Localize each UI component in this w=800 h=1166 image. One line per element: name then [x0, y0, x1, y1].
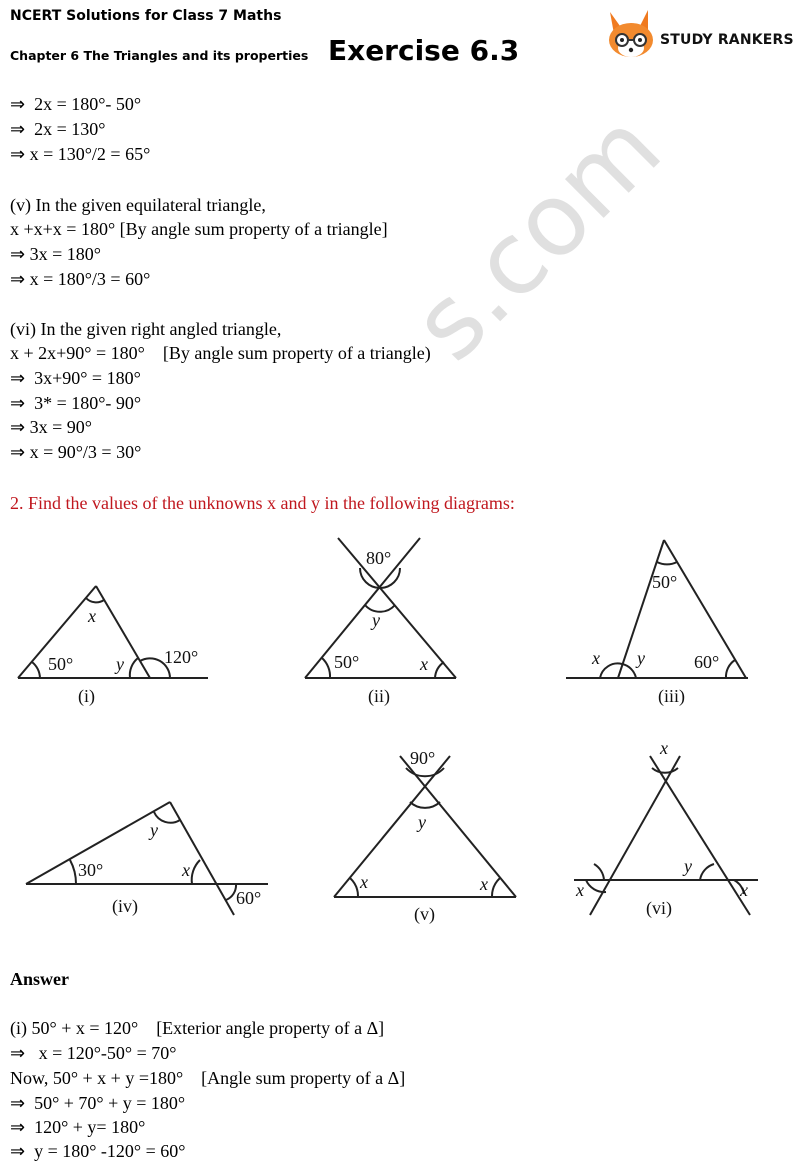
label-x: x — [360, 872, 368, 892]
answer-line: Now, 50° + x + y =180° [Angle sum property of a Δ] — [10, 1068, 406, 1088]
label-y: y — [150, 820, 158, 840]
solution-line: ⇒ 2x = 180°- 50° — [10, 94, 142, 114]
exercise-title: Exercise 6.3 — [328, 34, 520, 67]
angle-label: 60° — [694, 652, 720, 672]
solution-line: ⇒ x = 130°/2 = 65° — [10, 144, 151, 164]
diagram-vi — [574, 756, 758, 915]
triangle-diagrams — [0, 530, 800, 930]
caption: (i) — [78, 686, 95, 706]
answer-line: (i) 50° + x = 120° [Exterior angle property of a Δ] — [10, 1018, 385, 1038]
caption: (v) — [414, 904, 435, 924]
question-text: 2. Find the values of the unknowns x and y in the following diagrams: — [10, 493, 515, 513]
label-y: y — [637, 648, 645, 668]
angle-label: 80° — [366, 548, 392, 568]
label-y: y — [418, 812, 426, 832]
solution-line: ⇒ 3x+90° = 180° — [10, 368, 141, 388]
solution-line: (vi) In the given right angled triangle, — [10, 319, 282, 339]
angle-label: 50° — [334, 652, 360, 672]
angle-label: 90° — [410, 748, 436, 768]
label-x: x — [480, 874, 488, 894]
label-x: x — [420, 654, 428, 674]
label-y: y — [684, 856, 692, 876]
header-chapter: Chapter 6 The Triangles and its properties — [10, 48, 309, 63]
solution-line: ⇒ 3* = 180°- 90° — [10, 393, 142, 413]
answer-heading: Answer — [10, 969, 69, 989]
brand-name: STUDY RANKERS — [660, 32, 794, 48]
solution-line: ⇒ x = 90°/3 = 30° — [10, 442, 142, 462]
answer-line: ⇒ 50° + 70° + y = 180° — [10, 1093, 186, 1113]
angle-label: 50° — [48, 654, 74, 674]
angle-label: 30° — [78, 860, 104, 880]
solution-line: ⇒ x = 180°/3 = 60° — [10, 269, 151, 289]
angle-label: 120° — [164, 647, 199, 667]
caption: (ii) — [368, 686, 390, 706]
label-x: x — [182, 860, 190, 880]
solution-line: ⇒ 3x = 90° — [10, 417, 92, 437]
answer-line: ⇒ y = 180° -120° = 60° — [10, 1141, 186, 1161]
label-y: y — [372, 610, 380, 630]
solution-line: x +x+x = 180° [By angle sum property of a triangle] — [10, 219, 388, 239]
caption: (iv) — [112, 896, 138, 916]
solution-line: ⇒ 3x = 180° — [10, 244, 101, 264]
angle-label: 60° — [236, 888, 262, 908]
solution-line: ⇒ 2x = 130° — [10, 119, 106, 139]
label-x: x — [592, 648, 600, 668]
label-x: x — [740, 880, 748, 900]
label-y: y — [116, 654, 124, 674]
answer-line: ⇒ 120° + y= 180° — [10, 1117, 146, 1137]
diagram-iv — [26, 802, 268, 915]
solution-line: (v) In the given equilateral triangle, — [10, 195, 266, 215]
caption: (vi) — [646, 898, 672, 918]
solution-line: x + 2x+90° = 180° [By angle sum property of a triangle) — [10, 343, 431, 363]
watermark: s.com — [390, 89, 684, 383]
brand-logo — [602, 4, 800, 62]
label-x: x — [660, 738, 668, 758]
angle-label: 50° — [652, 572, 678, 592]
label-x: x — [576, 880, 584, 900]
header-title: NCERT Solutions for Class 7 Maths — [10, 8, 282, 24]
caption: (iii) — [658, 686, 685, 706]
label-x: x — [88, 606, 96, 626]
answer-line: ⇒ x = 120°-50° = 70° — [10, 1043, 177, 1063]
fox-icon — [602, 4, 660, 62]
